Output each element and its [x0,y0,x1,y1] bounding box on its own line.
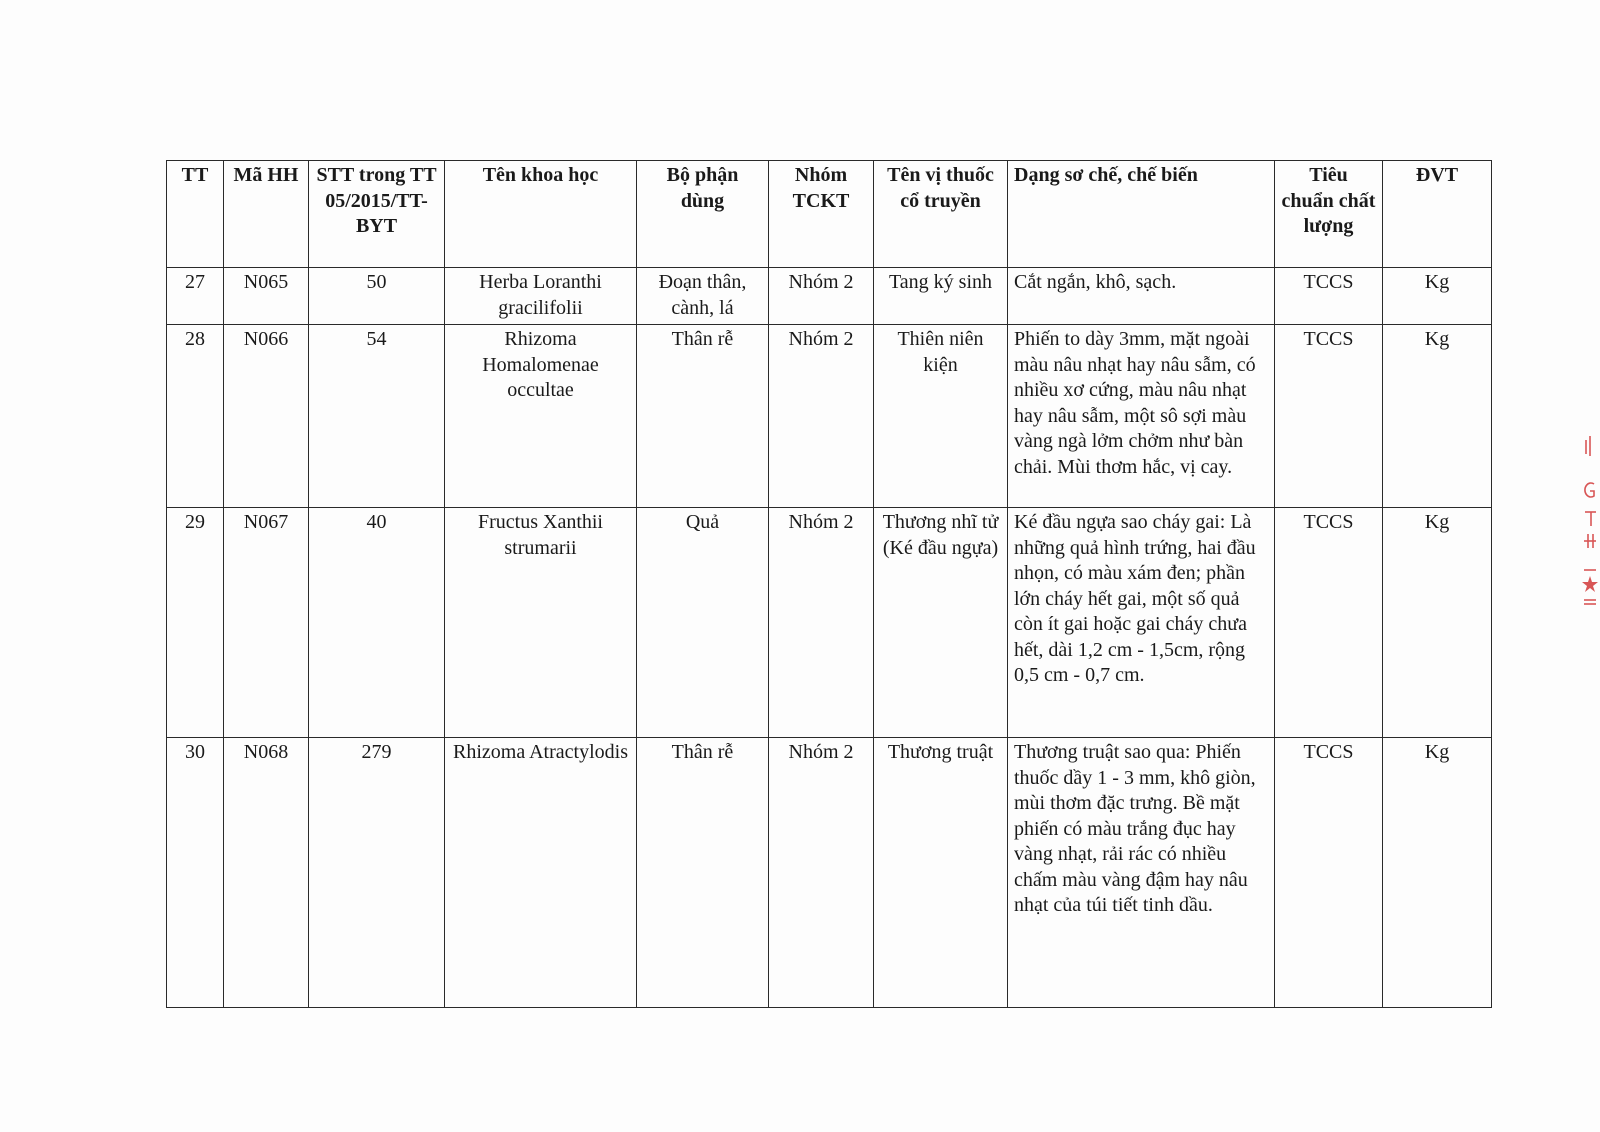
cell-bo-phan-dung: Thân rễ [637,738,769,1008]
cell-tt: 27 [167,268,224,325]
cell-tieu-chuan: TCCS [1275,738,1383,1008]
cell-ten-khoa-hoc: Herba Loranthi gracilifolii [445,268,637,325]
cell-ten-vi-thuoc: Thiên niên kiện [874,325,1008,508]
header-bo-phan-dung: Bộ phận dùng [637,161,769,268]
cell-dang-so-che: Ké đầu ngựa sao cháy gai: Là những quả hình trứng, hai đầu nhọn, có màu xám đen; phần lớn cháy hết gai, một số quả còn ít gai hoặc gai cháy chưa hết, dài 1,2 cm - 1,5cm, rộng 0,5 cm - 0,7 cm. [1008,508,1275,738]
cell-dang-so-che: Phiến to dày 3mm, mặt ngoài màu nâu nhạt hay nâu sẫm, có nhiều xơ cứng, màu nâu nhạt hay nâu sẫm, một sô sợi màu vàng ngà lởm chởm như bàn chải. Mùi thơm hắc, vị cay. [1008,325,1275,508]
cell-tt: 29 [167,508,224,738]
header-ma-hh: Mã HH [224,161,309,268]
header-ten-khoa-hoc: Tên khoa học [445,161,637,268]
cell-bo-phan-dung: Quả [637,508,769,738]
header-tieu-chuan: Tiêu chuẩn chất lượng [1275,161,1383,268]
cell-bo-phan-dung: Thân rễ [637,325,769,508]
cell-nhom: Nhóm 2 [769,325,874,508]
cell-dvt: Kg [1383,738,1492,1008]
table-row [167,508,1492,738]
cell-ten-khoa-hoc: Rhizoma Atractylodis [445,738,637,1008]
cell-dvt: Kg [1383,508,1492,738]
cell-dvt: Kg [1383,325,1492,508]
table-row [167,268,1492,325]
cell-bo-phan-dung: Đoạn thân, cành, lá [637,268,769,325]
cell-stt: 54 [309,325,445,508]
cell-ten-vi-thuoc: Thương nhĩ tử (Ké đầu ngựa) [874,508,1008,738]
table-header-row [167,161,1492,268]
table-row [167,325,1492,508]
cell-ten-vi-thuoc: Thương truật [874,738,1008,1008]
header-stt: STT trong TT 05/2015/TT-BYT [309,161,445,268]
cell-nhom: Nhóm 2 [769,738,874,1008]
cell-dang-so-che: Cắt ngắn, khô, sạch. [1008,268,1275,325]
cell-ma-hh: N067 [224,508,309,738]
cell-tt: 30 [167,738,224,1008]
header-dang-so-che: Dạng sơ chế, chế biến [1008,161,1275,268]
cell-dang-so-che: Thương truật sao qua: Phiến thuốc dầy 1 - 3 mm, khô giòn, mùi thơm đặc trưng. Bề mặt phiến có màu trắng đục hay vàng nhạt, rải rác có nhiều chấm màu vàng đậm hay nâu nhạt của túi tiết tinh dầu. [1008,738,1275,1008]
cell-tieu-chuan: TCCS [1275,268,1383,325]
cell-stt: 279 [309,738,445,1008]
cell-ten-vi-thuoc: Tang ký sinh [874,268,1008,325]
cell-tieu-chuan: TCCS [1275,508,1383,738]
red-stamp-fragment [1574,430,1598,620]
cell-tieu-chuan: TCCS [1275,325,1383,508]
cell-stt: 50 [309,268,445,325]
cell-ma-hh: N066 [224,325,309,508]
cell-dvt: Kg [1383,268,1492,325]
cell-nhom: Nhóm 2 [769,508,874,738]
cell-ma-hh: N068 [224,738,309,1008]
medicine-table [166,160,1492,1008]
header-dvt: ĐVT [1383,161,1492,268]
cell-ma-hh: N065 [224,268,309,325]
header-tt: TT [167,161,224,268]
cell-tt: 28 [167,325,224,508]
cell-ten-khoa-hoc: Fructus Xanthii strumarii [445,508,637,738]
header-ten-vi-thuoc: Tên vị thuốc cổ truyền [874,161,1008,268]
table-row [167,738,1492,1008]
cell-nhom: Nhóm 2 [769,268,874,325]
stamp-edge-icon [1574,430,1598,620]
header-nhom-tckt: Nhóm TCKT [769,161,874,268]
cell-ten-khoa-hoc: Rhizoma Homalomenae occultae [445,325,637,508]
cell-stt: 40 [309,508,445,738]
